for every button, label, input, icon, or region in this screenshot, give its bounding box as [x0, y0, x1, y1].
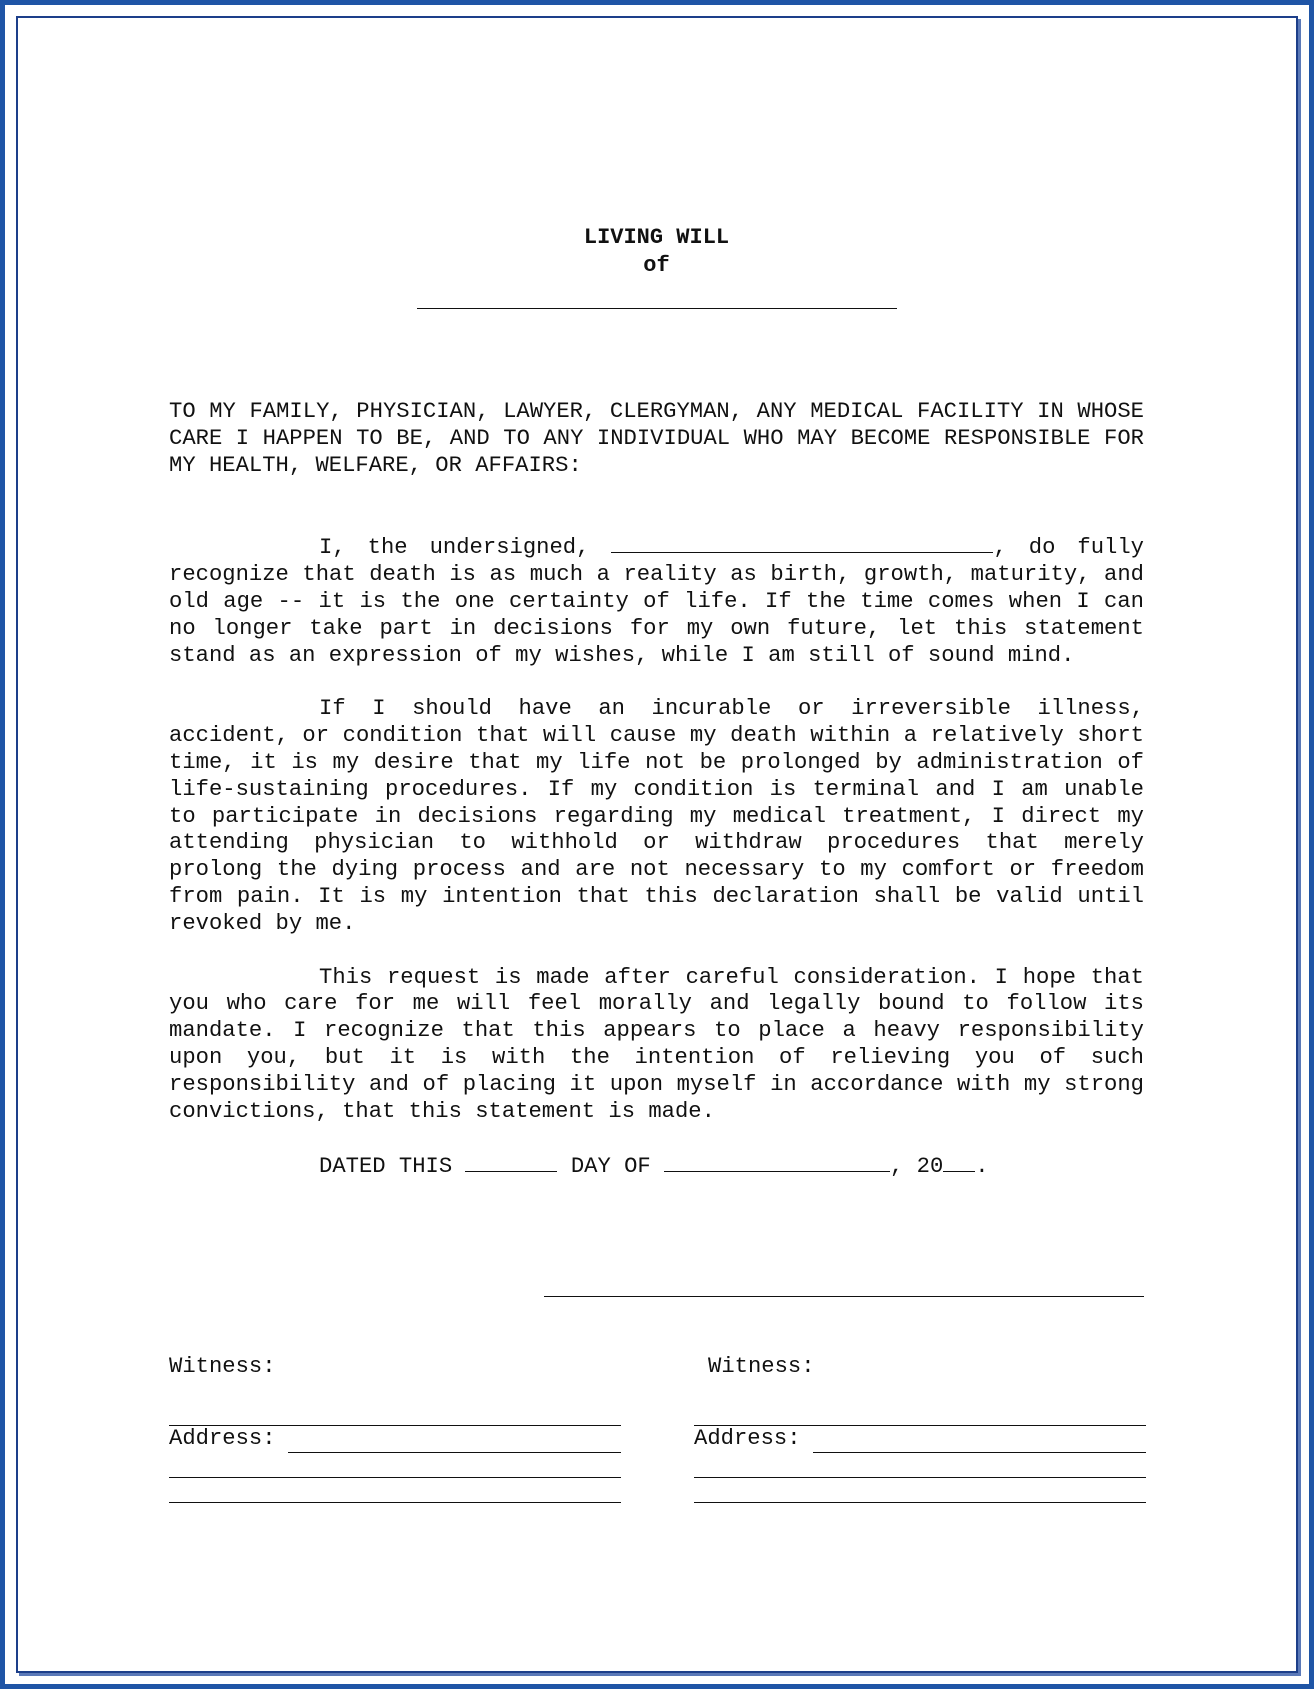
- witness-label: Witness:: [708, 1354, 815, 1379]
- day-blank[interactable]: [465, 1151, 557, 1172]
- declaration-lead: I, the undersigned,: [319, 535, 590, 561]
- address-line-3[interactable]: [694, 1478, 1146, 1503]
- month-blank[interactable]: [664, 1151, 890, 1172]
- paragraph-wishes: If I should have an incurable or irreversible illness, accident, or condition that will cause my death within a relatively short time, it is my desire that my life not be prolonged by administration of life-sustaining procedures. If my condition is terminal and I am unable to participate in decisions regarding my medical treatment, I direct my attending physician to withhold or withdraw procedures that merely prolong the dying process and are not necessary to my comfort or freedom from pain. It is my intention that this declaration shall be valid until revoked by me.: [169, 696, 1144, 936]
- address-label: Address:: [694, 1426, 801, 1452]
- witness-signature-line[interactable]: [694, 1381, 1146, 1426]
- declaration-text: , do fully recognize that death is as much a reality as birth, growth, maturity, and old age -- it is the one certainty of life. If the time comes when I can no longer take part in decisions for my own future, let this statement stand as an expression of my wishes, while I am still of sound mind.: [169, 535, 1144, 668]
- document-title: LIVING WILL: [583, 225, 730, 250]
- dated-line: [169, 1151, 1144, 1181]
- witness-block-left: [169, 1354, 621, 1503]
- document-body: [169, 224, 1144, 1181]
- paragraph-request: This request is made after careful consideration. I hope that you who care for me will feel morally and legally bound to follow its mandate. I recognize that this appears to place a heavy responsibility upon you, but it is with the intention of relieving you of such responsibility and of placing it upon myself in accordance with my strong convictions, that this statement is made.: [169, 964, 1144, 1124]
- address-blank[interactable]: [288, 1432, 621, 1453]
- addressee-paragraph: TO MY FAMILY, PHYSICIAN, LAWYER, CLERGYMAN, ANY MEDICAL FACILITY IN WHOSE CARE I HAPPEN TO BE, AND TO ANY INDIVIDUAL WHO MAY BECOME RESPONSIBLE FOR MY HEALTH, WELFARE, OR AFFAIRS:: [169, 399, 1144, 478]
- address-line-2[interactable]: [169, 1453, 621, 1478]
- address-blank[interactable]: [813, 1432, 1146, 1453]
- dated-year: , 20: [890, 1154, 944, 1180]
- declarant-signature-line[interactable]: [544, 1296, 1144, 1297]
- undersigned-name-blank[interactable]: [611, 532, 993, 553]
- document-title-sub: of: [643, 253, 670, 278]
- year-blank[interactable]: [943, 1151, 975, 1172]
- dated-end: .: [975, 1154, 989, 1180]
- witness-label: Witness:: [169, 1354, 276, 1379]
- paragraph-declaration: [169, 532, 1144, 669]
- address-row: [694, 1426, 1146, 1453]
- dated-prefix: DATED THIS: [319, 1154, 453, 1180]
- address-line-3[interactable]: [169, 1478, 621, 1503]
- witness-signature-line[interactable]: [169, 1381, 621, 1426]
- address-label: Address:: [169, 1426, 276, 1452]
- dated-mid: DAY OF: [570, 1154, 651, 1180]
- witness-block-right: [694, 1354, 1146, 1503]
- address-line-2[interactable]: [694, 1453, 1146, 1478]
- testator-name-blank[interactable]: [417, 286, 897, 309]
- address-row: [169, 1426, 621, 1453]
